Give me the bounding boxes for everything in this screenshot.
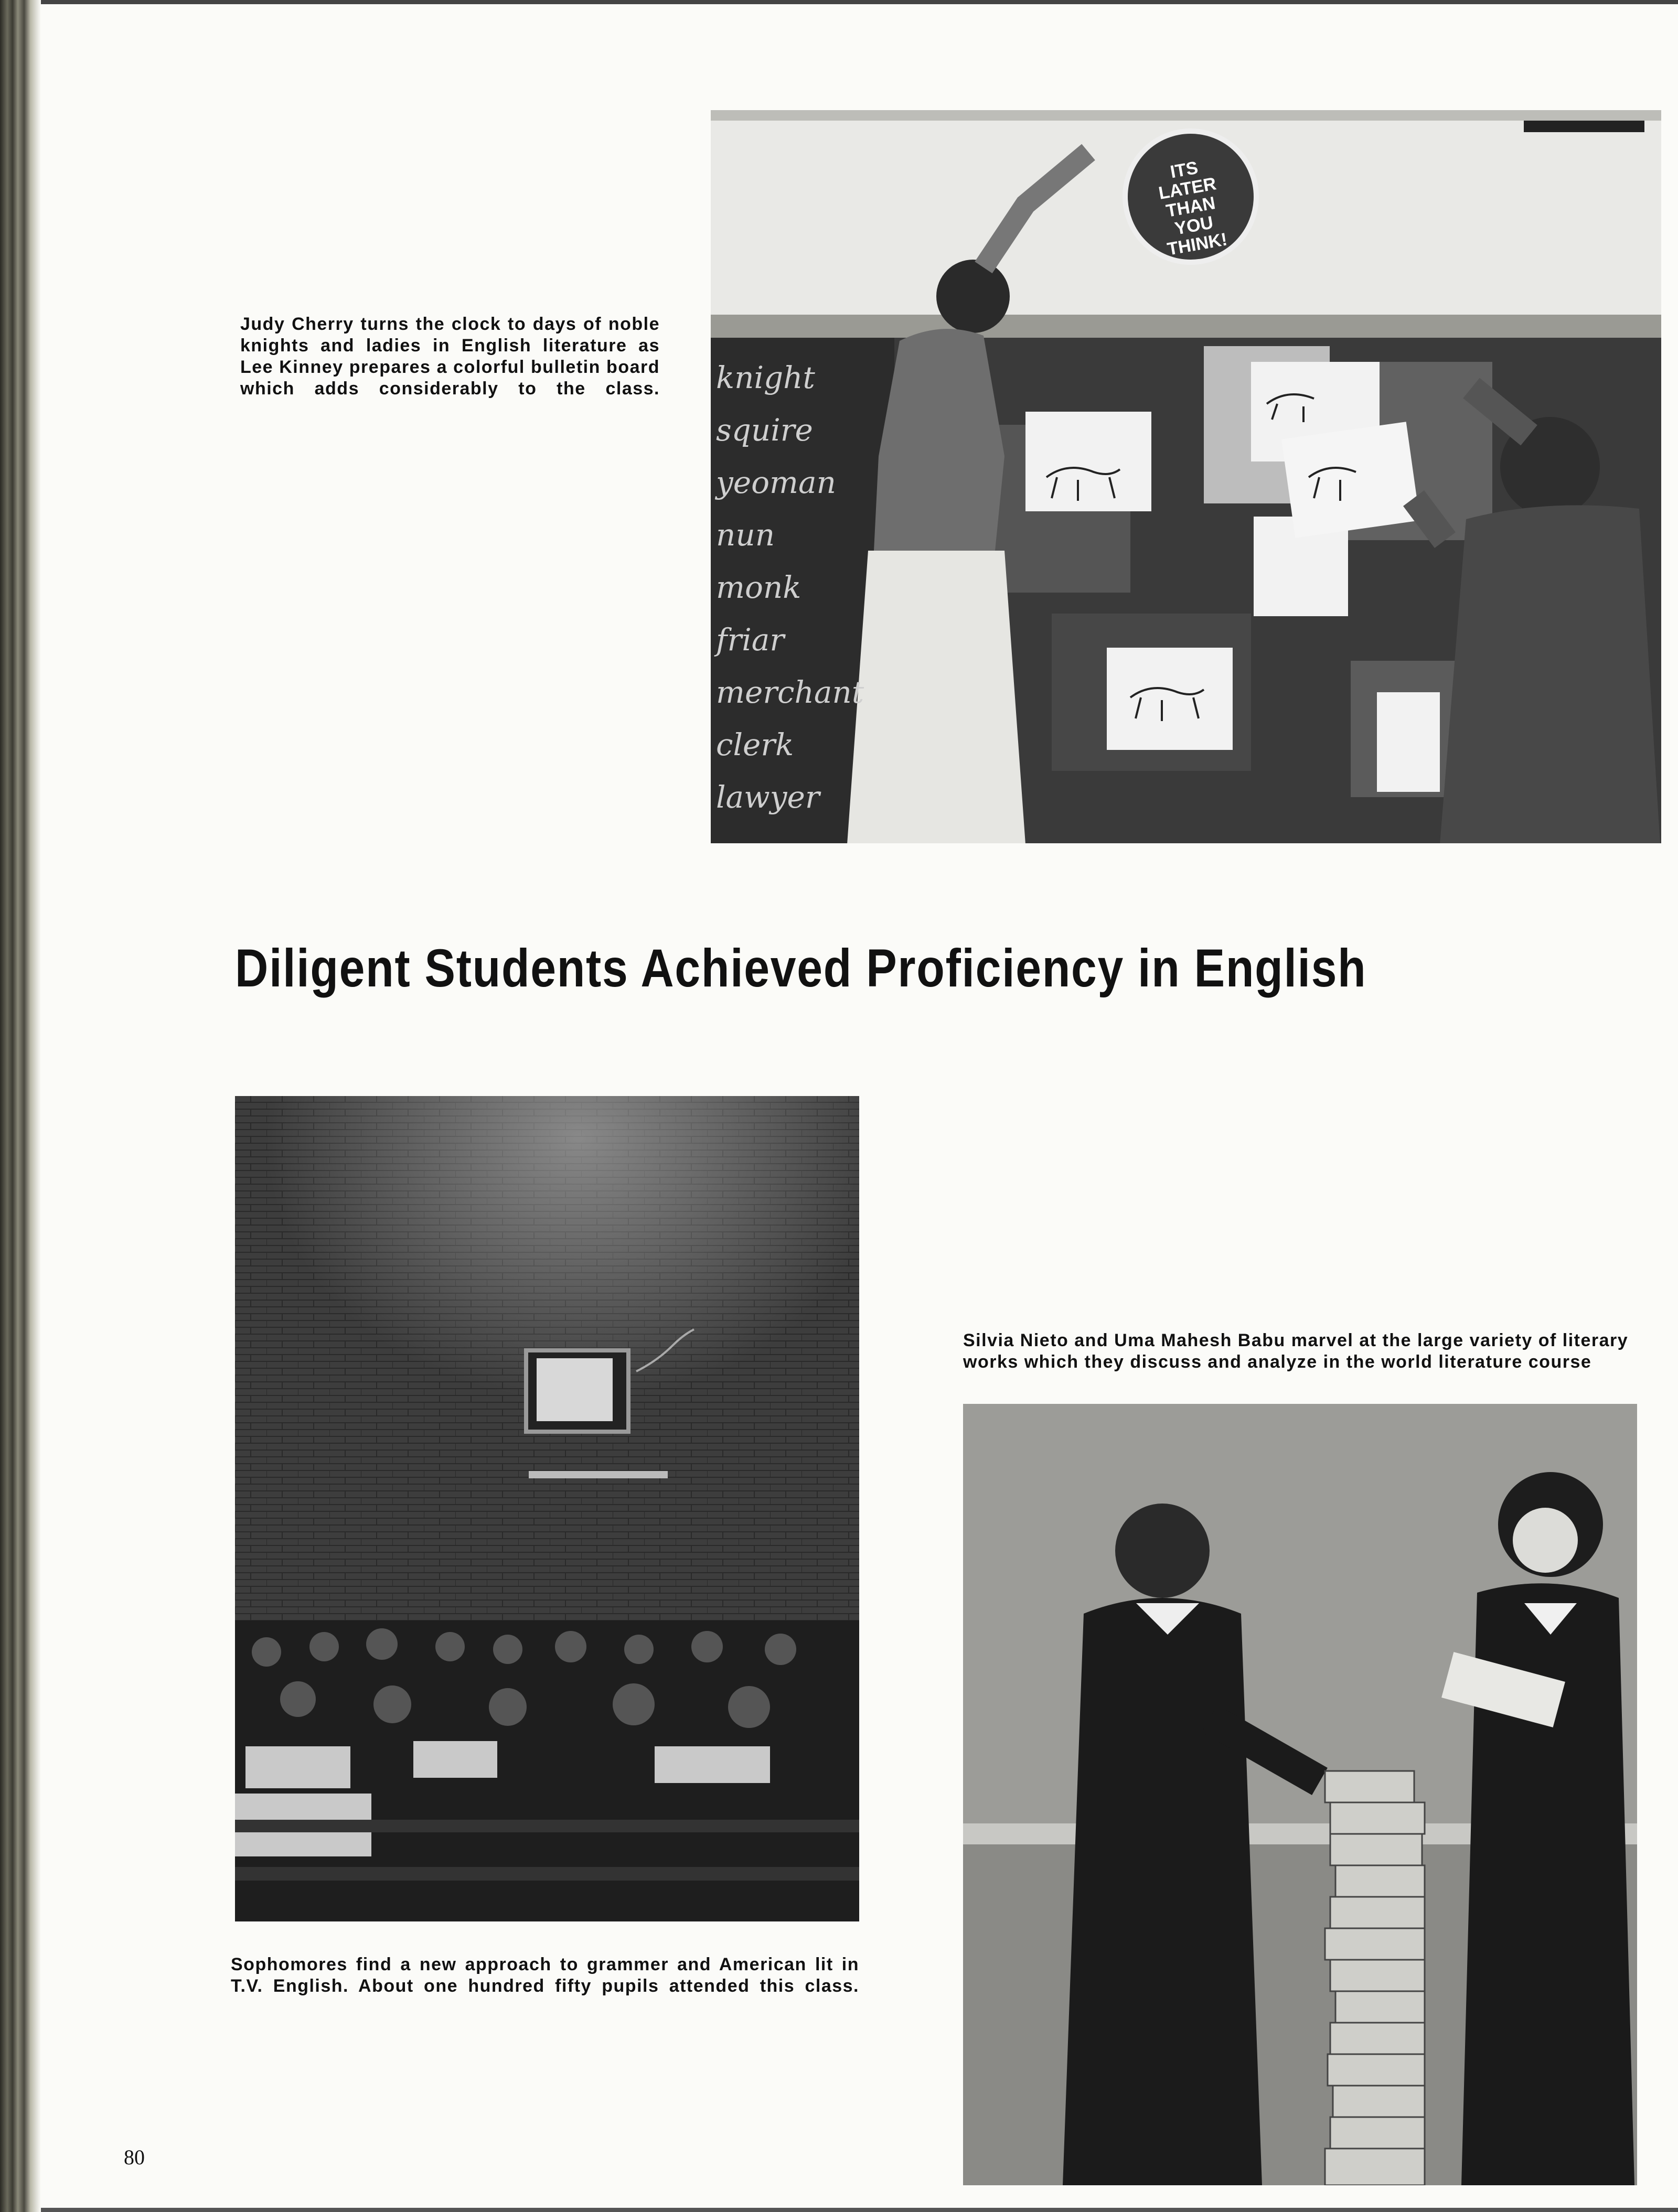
- photo-tv-english: [235, 1096, 859, 1921]
- bottom-edge: [41, 2208, 1678, 2212]
- chalk-word: monk: [716, 570, 801, 605]
- caption-world-literature: Silvia Nieto and Uma Mahesh Babu marvel at the large variety of literary works which they discuss and analyze in the world literature course: [963, 1330, 1629, 1372]
- caption-bulletin-board: Judy Cherry turns the clock to days of noble knights and ladies in English literature as Lee Kinney prepares a colorful bulletin board which adds considerably to the class.: [240, 314, 660, 399]
- lecture-hall-illustration: [235, 1096, 859, 1921]
- chalk-word: knight: [716, 360, 815, 395]
- book-spine: [0, 0, 41, 2212]
- chalk-word: clerk: [716, 727, 794, 763]
- chalk-word: friar: [716, 622, 785, 658]
- chalk-word: lawyer: [716, 779, 820, 815]
- clock-sign-text: ITS LATER THAN YOU THINK!: [1157, 157, 1229, 260]
- students-books-illustration: [963, 1404, 1637, 2185]
- caption-tv-english: Sophomores find a new approach to grammer and American lit in T.V. English. About one hundred fifty pupils attended this class.: [231, 1955, 859, 1996]
- chalk-word: yeoman: [716, 465, 836, 500]
- page-headline: Diligent Students Achieved Proficiency in English: [235, 938, 1367, 998]
- photo-world-literature: [963, 1404, 1637, 2185]
- top-edge: [41, 0, 1678, 4]
- chalk-word: squire: [716, 412, 813, 448]
- chalk-word: merchant: [716, 674, 864, 710]
- chalk-word: nun: [716, 517, 775, 553]
- page-number: 80: [124, 2145, 145, 2169]
- photo-bulletin-board: [711, 110, 1661, 843]
- chalkboard-words: [716, 351, 889, 823]
